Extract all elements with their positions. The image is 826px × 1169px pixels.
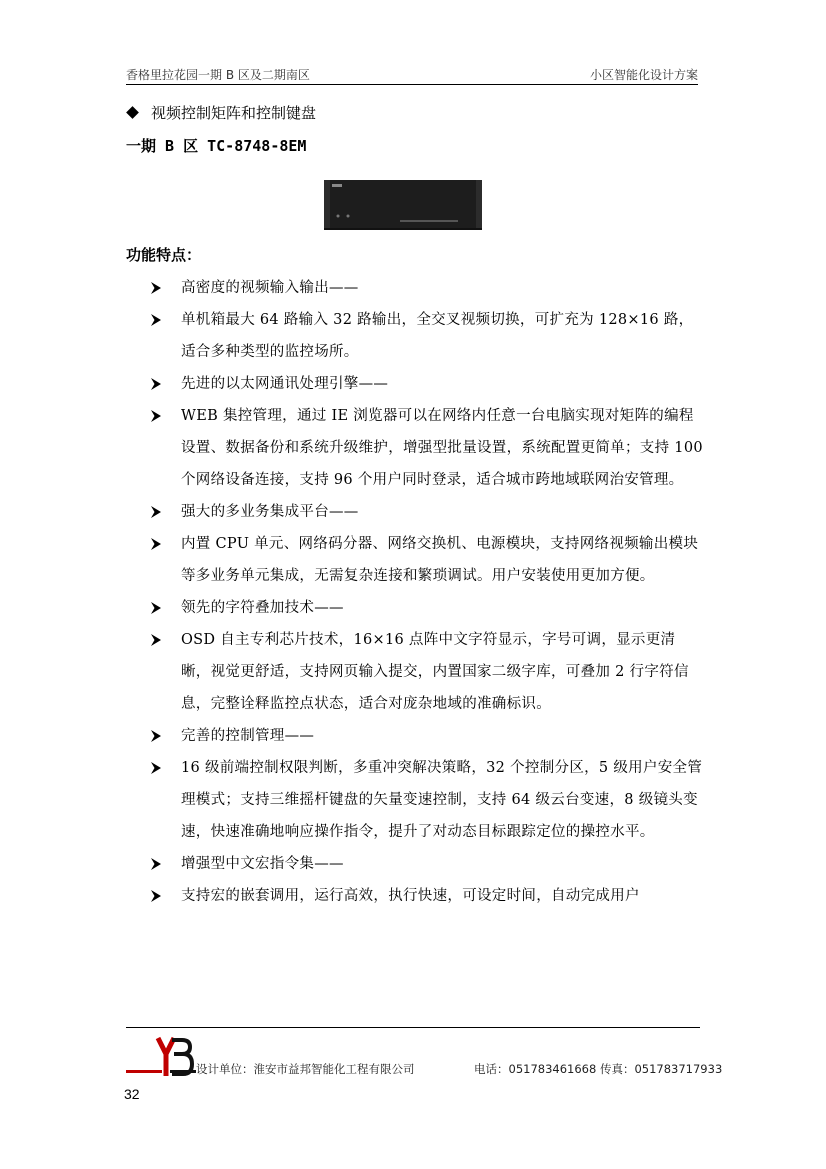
list-item-text: 支持宏的嵌套调用，运行高效，执行快速，可设定时间，自动完成用户: [181, 888, 640, 904]
list-item: [147, 720, 703, 752]
arrow-bullet-icon: [149, 601, 163, 615]
section-title-text: 视频控制矩阵和控制键盘: [151, 104, 317, 122]
list-item-text: 高密度的视频输入输出——: [181, 280, 359, 296]
list-item-text: 16 级前端控制权限判断，多重冲突解决策略，32 个控制分区，5 级用户安全管理模式；支持三维摇杆键盘的矢量变速控制，支持 64 级云台变速，8 级镜头变速，快速准确地响应操作指令，提升了对动态目标跟踪定位的操控水平。: [181, 760, 703, 840]
list-item: [147, 528, 703, 592]
list-item-text: 强大的多业务集成平台——: [181, 504, 359, 520]
arrow-bullet-icon: [149, 409, 163, 423]
footer-company: 设计单位：淮安市益邦智能化工程有限公司: [196, 1062, 415, 1076]
arrow-bullet-icon: [149, 857, 163, 871]
list-item-text: 内置 CPU 单元、网络码分器、网络交换机、电源模块，支持网络视频输出模块等多业务单元集成，无需复杂连接和繁琐调试。用户安装使用更加方便。: [181, 536, 699, 584]
list-item-text: 增强型中文宏指令集——: [181, 856, 344, 872]
features-heading: 功能特点：: [126, 246, 202, 264]
company-logo: [126, 1034, 196, 1078]
list-item: [147, 848, 703, 880]
list-item: [147, 272, 703, 304]
arrow-bullet-icon: [149, 537, 163, 551]
list-item-text: WEB 集控管理，通过 IE 浏览器可以在网络内任意一台电脑实现对矩阵的编程设置、数据备份和系统升级维护，增强型批量设置，系统配置更简单；支持 100 个网络设备连接，支持 96 个用户同时登录，适合城市跨地域联网治安管理。: [181, 408, 703, 488]
page-header: [126, 66, 698, 85]
arrow-bullet-icon: [149, 377, 163, 391]
list-item: [147, 304, 703, 368]
section-title: [126, 102, 316, 123]
footer-divider: [126, 1027, 700, 1028]
arrow-bullet-icon: [149, 729, 163, 743]
arrow-bullet-icon: [149, 761, 163, 775]
list-item-text: 先进的以太网通讯处理引擎——: [181, 376, 389, 392]
feature-list: [147, 272, 703, 912]
arrow-bullet-icon: [149, 281, 163, 295]
list-item: [147, 400, 703, 496]
page-number: 32: [124, 1086, 140, 1102]
arrow-bullet-icon: [149, 889, 163, 903]
diamond-bullet-icon: [126, 106, 139, 119]
header-project-name: 香格里拉花园一期 B 区及二期南区: [126, 68, 310, 82]
list-item-text: OSD 自主专利芯片技术，16×16 点阵中文字符显示，字号可调，显示更清晰，视觉更舒适，支持网页输入提交，内置国家二级字库，可叠加 2 行字符信息，完整诠释监控点状态，适合对庞杂地域的准确标识。: [181, 632, 689, 712]
list-item-text: 完善的控制管理——: [181, 728, 315, 744]
arrow-bullet-icon: [149, 633, 163, 647]
arrow-bullet-icon: [149, 313, 163, 327]
header-document-title: 小区智能化设计方案: [589, 68, 698, 82]
list-item: [147, 496, 703, 528]
list-item: [147, 592, 703, 624]
list-item: [147, 752, 703, 848]
arrow-bullet-icon: [149, 505, 163, 519]
list-item: [147, 624, 703, 720]
list-item-text: 单机箱最大 64 路输入 32 路输出，全交叉视频切换，可扩充为 128×16 路，适合多种类型的监控场所。: [181, 312, 694, 360]
list-item: [147, 880, 703, 912]
footer-contact: 电话：051783461668 传真：051783717933: [474, 1062, 723, 1076]
matrix-device-image: [324, 174, 482, 230]
list-item: [147, 368, 703, 400]
list-item-text: 领先的字符叠加技术——: [181, 600, 344, 616]
model-heading: 一期 B 区 TC-8748-8EM: [126, 137, 307, 155]
